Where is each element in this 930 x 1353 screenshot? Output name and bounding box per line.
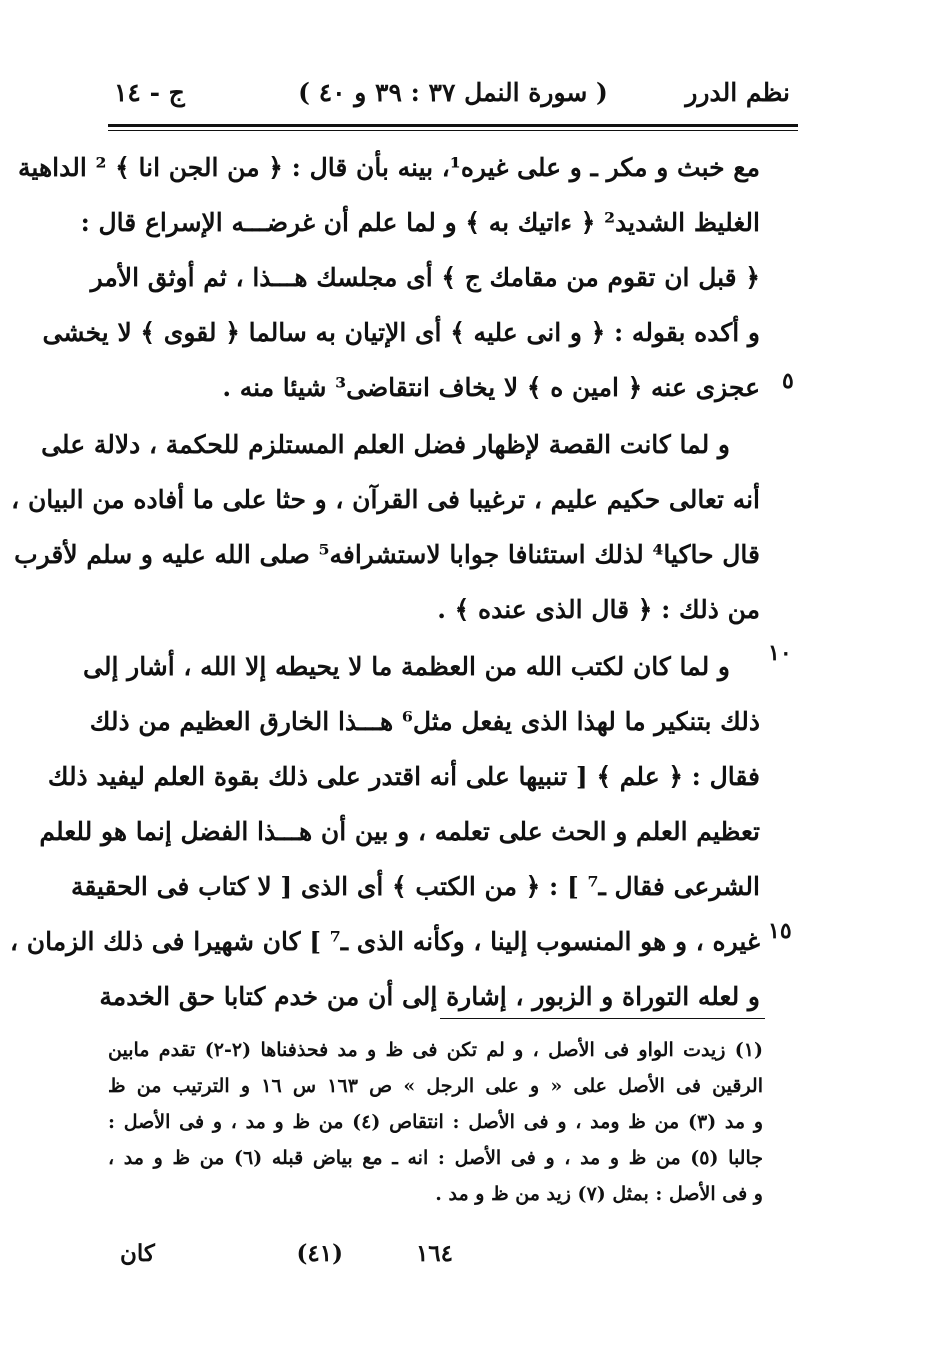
text-line: و أكده بقوله : ﴿ و انى عليه ﴾ أى الإتيان به سالما ﴿ لقوى ﴾ لا يخشى <box>42 318 760 347</box>
text-line: الشرعى فقال ـ⁷ ] : ﴿ من الكتب ﴾ أى الذى [ لا كتاب فى الحقيقة <box>70 872 760 901</box>
part-number: ج - ١٤ <box>114 78 185 107</box>
book-title: نظم الدرر <box>685 78 790 107</box>
page-footer <box>108 1240 763 1280</box>
surah-reference: ( سورة النمل ٣٧ : ٣٩ و ٤٠ ) <box>298 78 608 107</box>
footnote-line: و فى الأصل : بمثل (٧) زيد من ظ و مد . <box>435 1183 763 1205</box>
line-number: ١٥ <box>768 918 792 944</box>
text-line: ذلك بتنكير ما لهذا الذى يفعل مثل⁶ هـــذا الخارق العظيم من ذلك <box>89 707 760 736</box>
header-rule-thick <box>108 124 798 127</box>
footnote-line: و مد (٣) من ظ ومد ، و فى الأصل : انتقاص (٤) من ظ و مد ، و فى الأصل : <box>108 1111 764 1133</box>
text-line: و لما كان لكتب الله من العظمة ما لا يحيطه إلا الله ، أشار إلى <box>83 652 730 681</box>
text-line: و لعله التوراة و الزبور ، إشارة إلى أن من خدم كتابا حق الخدمة <box>99 982 760 1011</box>
text-line: تعظيم العلم و الحث على تعلمه ، و بين أن هـــذا الفضل إنما هو للعلم <box>39 817 760 846</box>
signature-mark: (٤١) <box>296 1240 343 1267</box>
text-line: أنه تعالى حكيم عليم ، ترغيبا فى القرآن ، و حثا على ما أفاده من البيان ، <box>11 485 760 514</box>
text-line: الغليظ الشديد² ﴿ ءاتيك به ﴾ و لما علم أن غرضـــه الإسراع قال : <box>80 208 760 237</box>
text-line: ﴿ قبل ان تقوم من مقامك ج ﴾ أى مجلسك هـــذا ، ثم أوثق الأمر <box>90 263 760 292</box>
running-header <box>108 74 798 114</box>
footnote-line: (١) زيدت الواو فى الأصل ، و لم تكن فى ظ و مد فحذفناها (٢-٢) تقدم مابين <box>108 1039 763 1061</box>
text-line: قال حاكيا⁴ لذلك استئنافا جوابا لاستشرافه⁵ صلى الله عليه و سلم لأقرب <box>14 540 760 569</box>
text-line: مع خبث و مكر ـ و على غيره¹، بينه بأن قال : ﴿ من الجن انا ﴾ ² الداهية <box>18 153 760 182</box>
text-line: غيره ، و هو المنسوب إلينا ، وكأنه الذى ـ⁷ ] كان شهيرا فى ذلك الزمان ، <box>9 927 760 956</box>
text-line: عجزى عنه ﴿ امين ه ﴾ لا يخاف انتقاضى³ شيئا منه . <box>222 373 760 402</box>
catchword: كان <box>120 1240 155 1267</box>
text-line: و لما كانت القصة لإظهار فضل العلم المستلزم للحكمة ، دلالة على <box>41 430 730 459</box>
footnote-line: جالبا (٥) من ظ و مد ، و فى الأصل : انه ـ مع بياض قبله (٦) من ظ و مد ، <box>108 1147 764 1169</box>
text-line: من ذلك : ﴿ قال الذى عنده ﴾ . <box>437 595 760 624</box>
line-number: ٥ <box>782 368 794 394</box>
page-number: ١٦٤ <box>415 1240 453 1267</box>
text-line: فقال : ﴿ علم ﴾ [ تنبيها على أنه اقتدر على ذلك بقوة العلم ليفيد ذلك <box>47 762 760 791</box>
footnote-separator <box>440 1018 765 1019</box>
header-rule-thin <box>108 130 798 131</box>
main-text <box>9 140 760 1024</box>
footnote-line: الرقين فى الأصل على « و على الرجل » ص ١٦٣ س ١٦ و الترتيب من ظ <box>108 1075 763 1097</box>
footnotes <box>108 1032 763 1212</box>
line-number: ١٠ <box>768 640 792 666</box>
